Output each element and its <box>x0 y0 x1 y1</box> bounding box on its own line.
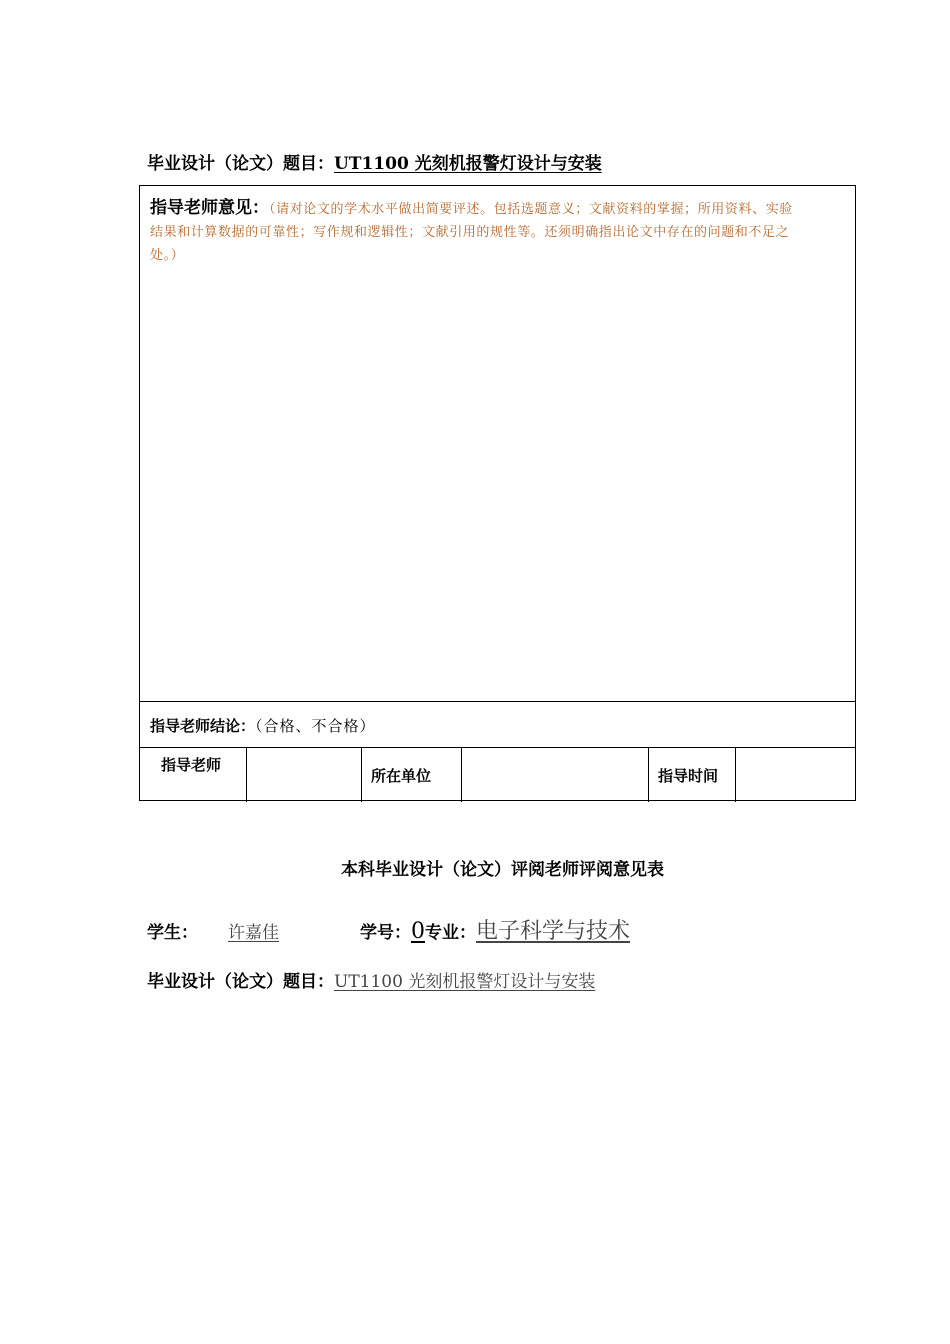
opinion-text <box>150 196 847 221</box>
advisor-opinion-table <box>139 185 856 801</box>
review-thesis-title-label: 毕业设计（论文）题目： <box>147 972 334 992</box>
student-info-line <box>147 914 630 945</box>
unit-label-cell <box>362 748 462 802</box>
thesis-title-value: UT1100 光刻机报警灯设计与安装 <box>334 154 602 174</box>
major-label: 专业： <box>425 923 476 943</box>
thesis-title-line <box>147 149 602 174</box>
major-value: 电子科学与技术 <box>476 919 631 944</box>
time-label: 指导时间 <box>658 767 719 785</box>
teacher-value-cell[interactable] <box>247 748 362 802</box>
time-label-cell <box>649 748 736 802</box>
conclusion-label: 指导老师结论： <box>150 717 256 735</box>
review-thesis-title-line <box>147 967 595 992</box>
thesis-title-label: 毕业设计（论文）题目： <box>147 154 334 174</box>
signature-row <box>140 748 855 802</box>
opinion-hint-line2: 结果和计算数据的可靠性；写作规和逻辑性；文献引用的规性等。还须明确指出论文中存在的问题和不足之 <box>150 225 790 240</box>
unit-value-cell[interactable] <box>462 748 649 802</box>
time-value-cell[interactable] <box>736 748 857 802</box>
unit-label: 所在单位 <box>371 767 432 785</box>
opinion-heading: 指导老师意见： <box>150 198 269 218</box>
opinion-hint-line3: 处。） <box>150 248 185 263</box>
student-name: 许嘉佳 <box>228 923 279 943</box>
conclusion-cell[interactable] <box>140 702 855 748</box>
teacher-label-cell <box>140 748 247 802</box>
review-thesis-title-value: UT1100 光刻机报警灯设计与安装 <box>334 972 596 992</box>
teacher-label: 指导老师 <box>161 756 222 774</box>
opinion-cell[interactable] <box>140 186 855 702</box>
review-form-title: 本科毕业设计（论文）评阅老师评阅意见表 <box>341 860 664 880</box>
opinion-hint-line1: （请对论文的学术水平做出简要评述。包括选题意义；文献资料的掌握；所用资料、实验 <box>269 202 793 217</box>
student-id-label: 学号： <box>360 923 411 943</box>
student-id-value: 0 <box>411 919 425 944</box>
student-label: 学生： <box>147 923 198 943</box>
conclusion-options: （合格、不合格） <box>255 717 376 735</box>
